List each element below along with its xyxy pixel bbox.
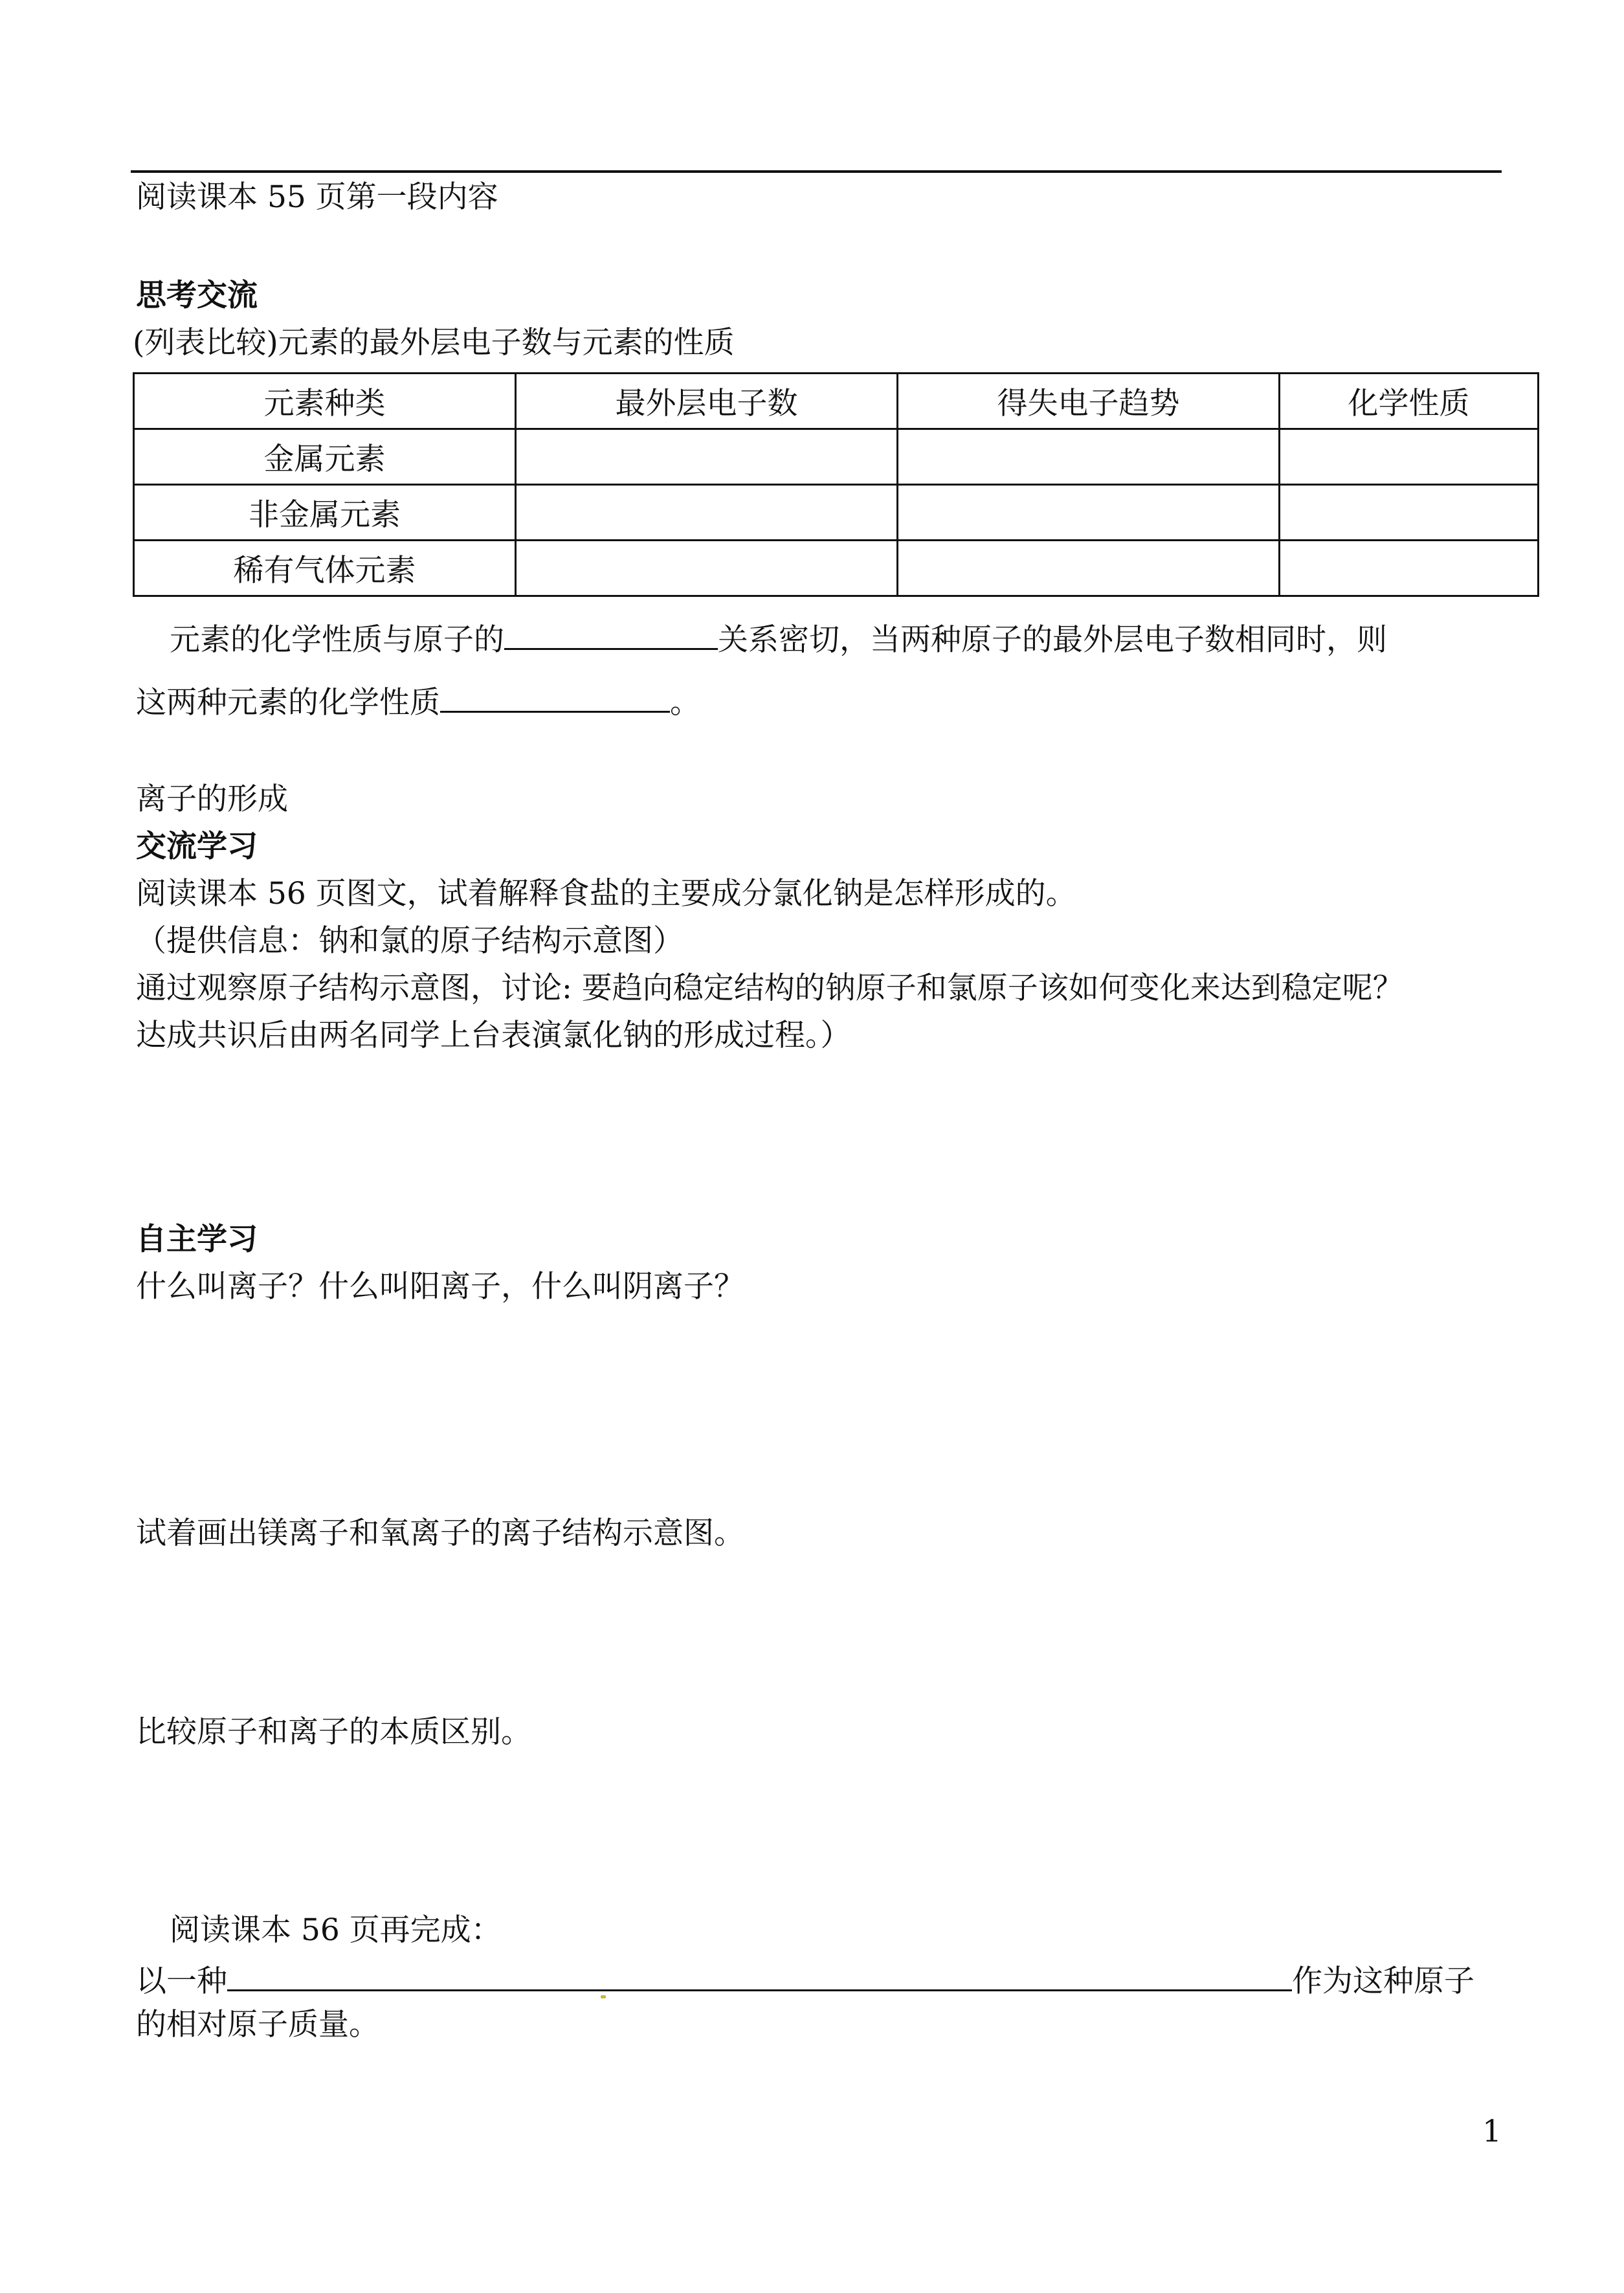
answer-cell[interactable]: [516, 541, 898, 596]
section-title-ion-formation: 离子的形成: [136, 781, 288, 817]
fill-text: 这两种元素的化学性质: [136, 685, 440, 721]
exchange-line3: 通过观察原子结构示意图，讨论: 要趋向稳定结构的钠原子和氯原子该如何变化来达到稳定呢？: [136, 970, 1403, 1006]
row-label: 稀有气体元素: [134, 541, 516, 596]
question-compare: 比较原子和离子的本质区别。: [136, 1714, 531, 1750]
fill-sentence-line1: [170, 618, 1387, 658]
intro-text: 阅读课本 55 页第一段内容: [136, 179, 498, 215]
comparison-table: [133, 372, 1539, 597]
definition-sentence-end: 的相对原子质量。: [136, 2007, 379, 2042]
section-heading-discussion: 思考交流: [136, 278, 258, 313]
answer-cell[interactable]: [1280, 485, 1539, 541]
fill-text: 以一种: [136, 1963, 227, 1999]
table-caption: (列表比较)元素的最外层电子数与元素的性质: [133, 325, 735, 361]
page-number: 1: [1482, 2114, 1502, 2149]
answer-cell[interactable]: [516, 429, 898, 485]
header-cell: 最外层电子数: [516, 374, 898, 429]
definition-sentence: [136, 1960, 1474, 2000]
header-rule: [131, 170, 1502, 173]
header-cell: 化学性质: [1280, 374, 1539, 429]
answer-cell[interactable]: [898, 429, 1280, 485]
fill-text: 作为这种原子: [1292, 1963, 1474, 1999]
table-row: [134, 429, 1539, 485]
answer-blank[interactable]: [440, 681, 670, 713]
row-label: 非金属元素: [134, 485, 516, 541]
table-header-row: [134, 374, 1539, 429]
exchange-line4: 达成共识后由两名同学上台表演氯化钠的形成过程。）: [136, 1018, 851, 1053]
section-heading-exchange: 交流学习: [136, 829, 258, 864]
header-cell: 得失电子趋势: [898, 374, 1280, 429]
exchange-line2: （提供信息：钠和氯的原子结构示意图）: [136, 923, 684, 959]
table-row: [134, 541, 1539, 596]
fill-text: 。: [670, 685, 700, 721]
row-label: 金属元素: [134, 429, 516, 485]
answer-cell[interactable]: [516, 485, 898, 541]
answer-blank[interactable]: [227, 1960, 1292, 1991]
section-heading-self-study: 自主学习: [136, 1222, 258, 1257]
answer-cell[interactable]: [1280, 541, 1539, 596]
answer-cell[interactable]: [1280, 429, 1539, 485]
reading-instruction: 阅读课本 56 页再完成：: [170, 1912, 502, 1948]
question-ion-definition: 什么叫离子？什么叫阳离子，什么叫阴离子？: [136, 1269, 744, 1304]
speck-mark: [601, 1995, 606, 1998]
fill-sentence-line2: [136, 681, 700, 721]
exchange-line1: 阅读课本 56 页图文，试着解释食盐的主要成分氯化钠是怎样形成的。: [136, 876, 1076, 912]
table-row: [134, 485, 1539, 541]
header-cell: 元素种类: [134, 374, 516, 429]
fill-text: 关系密切，当两种原子的最外层电子数相同时，则: [718, 622, 1387, 658]
question-draw-structure: 试着画出镁离子和氧离子的离子结构示意图。: [136, 1516, 744, 1551]
fill-text: 元素的化学性质与原子的: [170, 622, 504, 658]
answer-blank[interactable]: [504, 618, 718, 650]
answer-cell[interactable]: [898, 541, 1280, 596]
answer-cell[interactable]: [898, 485, 1280, 541]
